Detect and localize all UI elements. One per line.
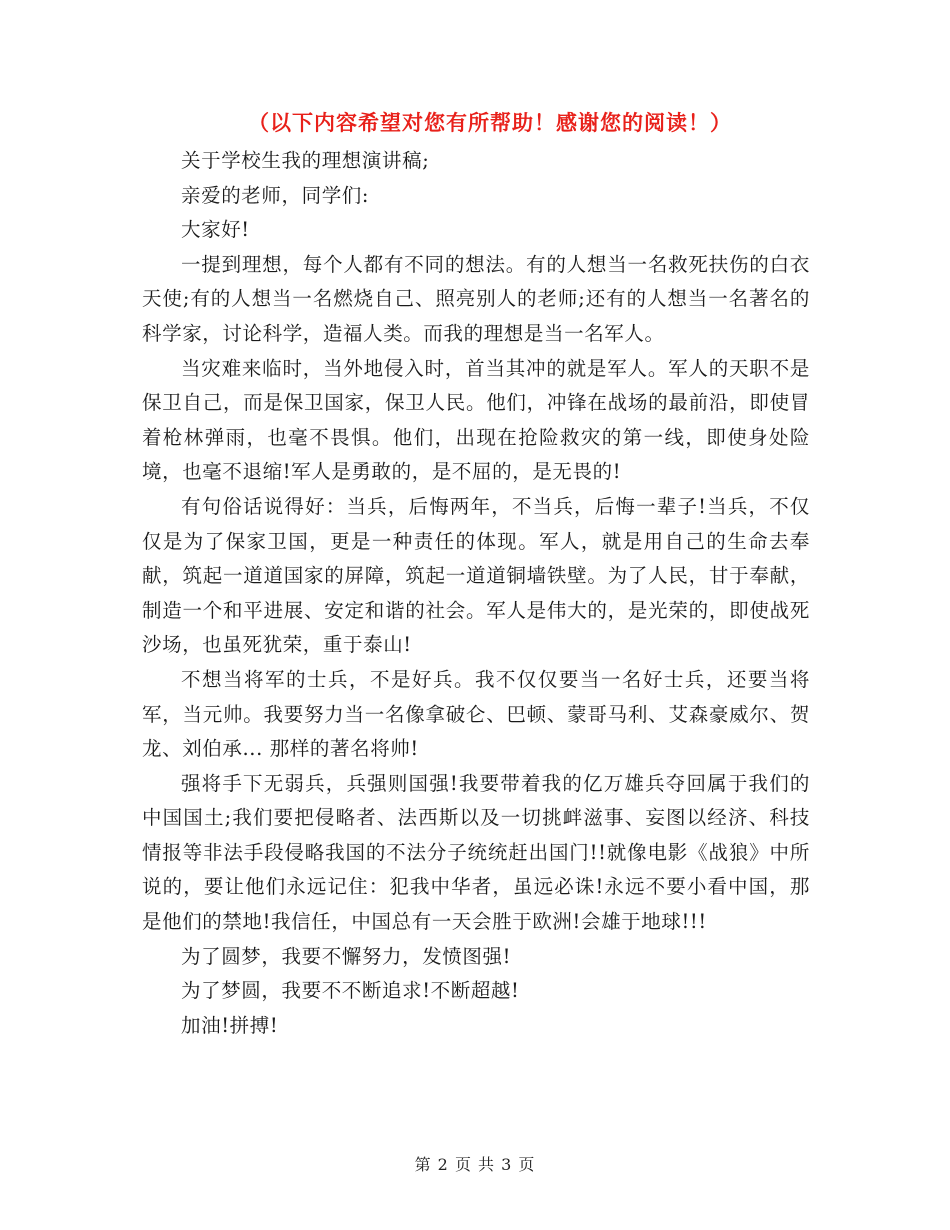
page-number-footer [0, 1152, 950, 1175]
page-number-text: 第 2 页 共 3 页 [414, 1155, 536, 1174]
speech-body [142, 144, 810, 1043]
paragraph: 强将手下无弱兵，兵强则国强!我要带着我的亿万雄兵夺回属于我们的中国国土;我们要把侵略者、法西斯以及一切挑衅滋事、妄图以经济、科技情报等非法手段侵略我国的不法分子统统赶出国门!!就像电影《战狼》中所说的，要让他们永远记住：犯我中华者，虽远必诛!永远不要小看中国，那是他们的禁地!我信任，中国总有一天会胜于欧洲!会雄于地球!!! [142, 771, 810, 934]
paragraph: 当灾难来临时，当外地侵入时，首当其冲的就是军人。军人的天职不是保卫自己，而是保卫国家，保卫人民。他们，冲锋在战场的最前沿，即使冒着枪林弹雨，也毫不畏惧。他们，出现在抢险救灾的第一线，即使身处险境，也毫不退缩!军人是勇敢的，是不屈的，是无畏的! [142, 356, 810, 484]
paragraph: 一提到理想，每个人都有不同的想法。有的人想当一名救死扶伤的白衣天使;有的人想当一名燃烧自己、照亮别人的老师;还有的人想当一名著名的科学家，讨论科学，造福人类。而我的理想是当一名军人。 [142, 252, 810, 345]
banner-notice: （以下内容希望对您有所帮助！感谢您的阅读！） [248, 111, 732, 135]
paragraph-greeting: 大家好! [181, 218, 250, 242]
paragraph: 为了圆梦，我要不懈努力，发愤图强! [181, 944, 512, 968]
paragraph: 加油!拼搏! [181, 1013, 279, 1037]
paragraph: 为了梦圆，我要不不断追求!不断超越! [181, 979, 520, 1003]
paragraph-salutation: 亲爱的老师，同学们: [181, 183, 370, 207]
paragraph-title: 关于学校生我的理想演讲稿; [181, 149, 430, 172]
paragraph: 有句俗话说得好：当兵，后悔两年，不当兵，后悔一辈子!当兵，不仅仅是为了保家卫国，更是一种责任的体现。军人，就是用自己的生命去奉献，筑起一道道国家的屏障，筑起一道道铜墙铁壁。为了人民，甘于奉献，制造一个和平进展、安定和谐的社会。军人是伟大的，是光荣的，即使战死沙场，也虽死犹荣，重于泰山! [142, 494, 810, 657]
paragraph: 不想当将军的士兵，不是好兵。我不仅仅要当一名好士兵，还要当将军，当元帅。我要努力当一名像拿破仑、巴顿、蒙哥马利、艾森豪威尔、贺龙、刘伯承... 那样的著名将帅! [142, 667, 810, 761]
